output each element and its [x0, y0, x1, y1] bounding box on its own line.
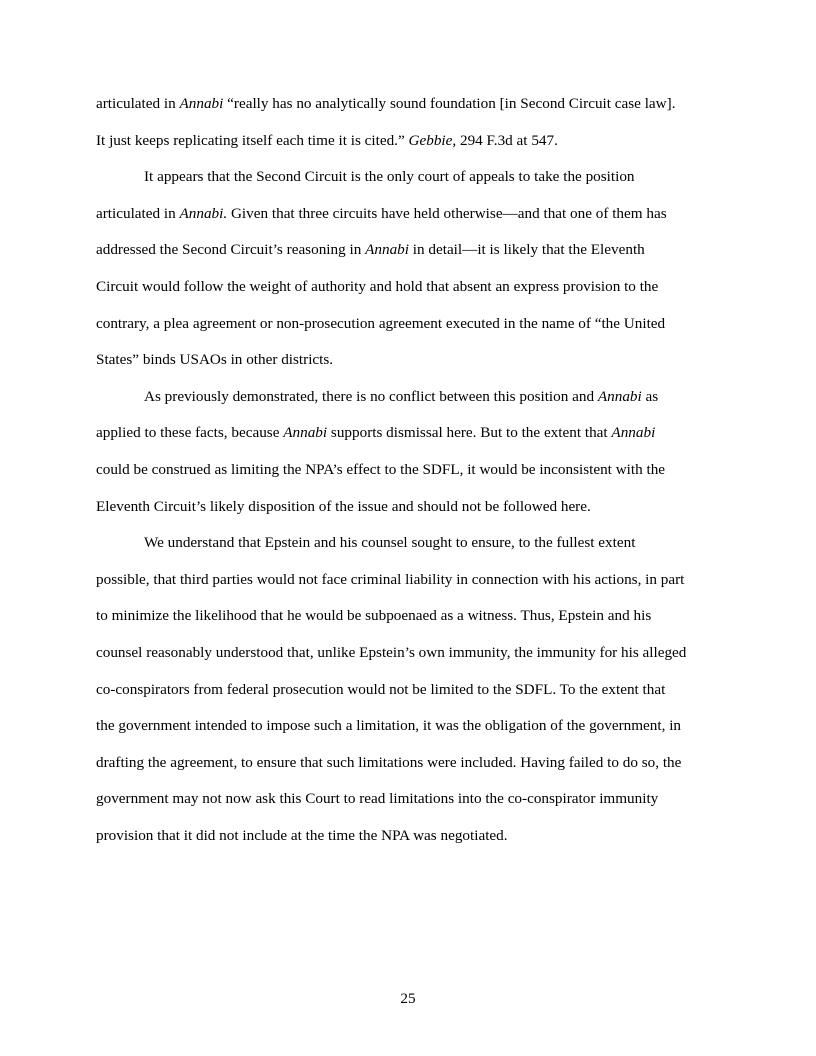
text-line [96, 385, 722, 422]
text-line [96, 275, 722, 312]
text-line [96, 824, 722, 861]
text-run: the government intended to impose such a limitation, it was the obligation of the government, in [96, 717, 682, 735]
document-body [96, 92, 722, 860]
text-line [96, 714, 722, 751]
text-line [96, 458, 722, 495]
text-run: As previously demonstrated, there is no conflict between this position and [144, 387, 598, 405]
text-run: Eleventh Circuit’s likely disposition of the issue and should not be followed here. [96, 497, 591, 515]
text-line [96, 751, 722, 788]
text-run: contrary, a plea agreement or non-prosecution agreement executed in the name of “the United [96, 314, 666, 332]
text-run: “really has no analytically sound foundation [in Second Circuit case law]. [223, 95, 676, 112]
text-line [96, 165, 722, 202]
italic-citation: Annabi [365, 241, 409, 259]
italic-citation: Annabi [611, 424, 656, 442]
text-line [96, 604, 722, 641]
text-line [96, 129, 722, 166]
text-run: addressed the Second Circuit’s reasoning in [96, 241, 366, 259]
text-run: Circuit would follow the weight of authority and hold that absent an express provision to the [96, 277, 659, 295]
text-run: articulated in [96, 204, 180, 222]
text-line [96, 348, 722, 385]
text-run: States” binds USAOs in other districts. [96, 351, 334, 369]
text-line [96, 641, 722, 678]
text-line [96, 568, 722, 605]
text-run: drafting the agreement, to ensure that such limitations were included. Having failed to do so, the [96, 753, 682, 771]
text-line [96, 202, 722, 239]
text-run: in detail—it is likely that the Eleventh [408, 241, 645, 259]
text-line [96, 531, 722, 568]
italic-citation: Gebbie, [408, 131, 457, 149]
text-run: possible, that third parties would not face criminal liability in connection with his actions, in part [96, 570, 685, 588]
text-line [96, 678, 722, 715]
text-run: We understand that Epstein and his counsel sought to ensure, to the fullest extent [144, 534, 636, 552]
text-line [96, 495, 722, 532]
text-line [96, 238, 722, 275]
text-run: applied to these facts, because [96, 424, 284, 442]
italic-citation: Annabi. [179, 204, 228, 222]
text-run: supports dismissal here. But to the extent that [327, 424, 612, 442]
paragraph [96, 531, 722, 860]
italic-citation: Annabi [179, 95, 224, 112]
paragraph [96, 92, 722, 165]
text-run: to minimize the likelihood that he would be subpoenaed as a witness. Thus, Epstein and his [96, 607, 652, 625]
text-run: as [641, 387, 659, 405]
paragraph [96, 165, 722, 385]
text-run: government may not now ask this Court to read limitations into the co-conspirator immunity [96, 790, 659, 808]
text-line [96, 312, 722, 349]
text-run: Given that three circuits have held otherwise—and that one of them has [227, 204, 667, 222]
text-run: It just keeps replicating itself each time it is cited.” [96, 131, 409, 149]
page-number: 25 [400, 990, 416, 1007]
paragraph [96, 385, 722, 531]
text-line [96, 787, 722, 824]
text-run: could be construed as limiting the NPA’s effect to the SDFL, it would be inconsistent with the [96, 460, 666, 478]
italic-citation: Annabi [283, 424, 328, 442]
text-run: articulated in [96, 95, 180, 112]
text-line [96, 421, 722, 458]
text-run: It appears that the Second Circuit is the only court of appeals to take the position [144, 168, 635, 186]
text-run: 294 F.3d at 547. [456, 131, 558, 149]
text-line [96, 92, 722, 129]
text-run: provision that it did not include at the time the NPA was negotiated. [96, 826, 508, 844]
text-run: co-conspirators from federal prosecution would not be limited to the SDFL. To the extent that [96, 680, 666, 698]
italic-citation: Annabi [597, 387, 642, 405]
text-run: counsel reasonably understood that, unlike Epstein’s own immunity, the immunity for his alleged [96, 643, 687, 661]
